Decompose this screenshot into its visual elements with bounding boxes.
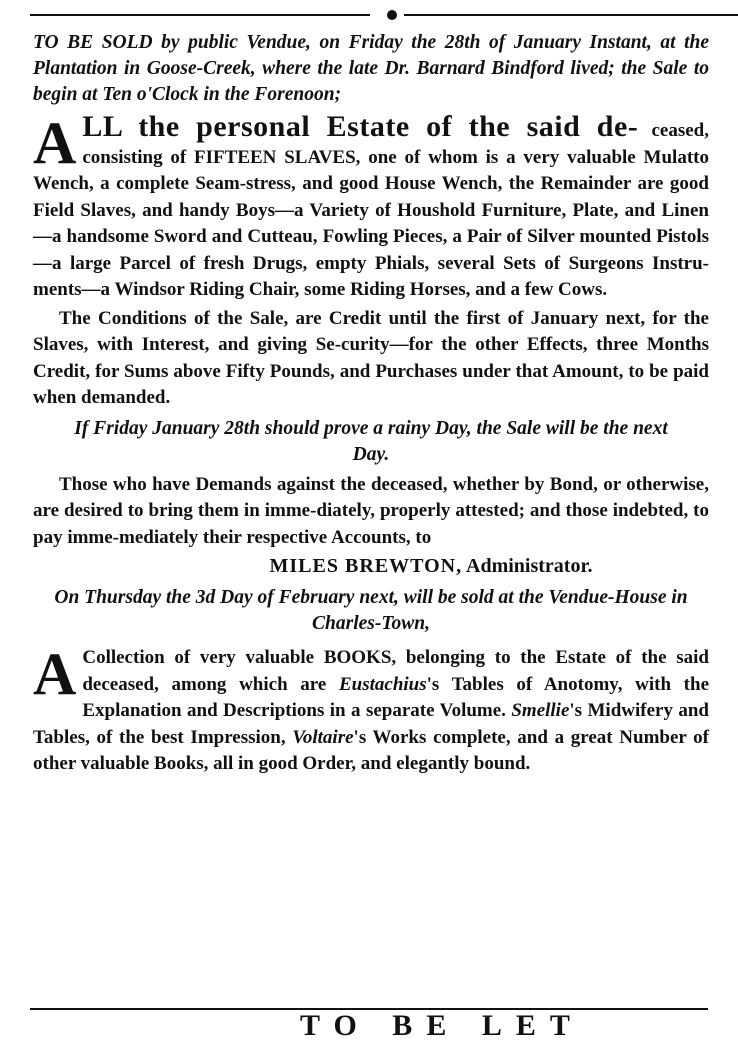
name-voltaire: Voltaire — [292, 726, 354, 748]
signature-name: MILES BREWTON, — [269, 555, 463, 577]
newspaper-column — [33, 30, 709, 778]
signature-title: Administrator. — [466, 555, 593, 577]
top-rule-right — [404, 14, 738, 16]
notice1-first-line: LL the personal Estate of the said de- — [82, 110, 639, 143]
ornament-dot — [387, 10, 397, 20]
notice2-heading: On Thursday the 3d Day of February next, will be sold at the Vendue-House in Charles-Town, — [54, 587, 688, 634]
name-smellie: Smellie — [511, 700, 570, 721]
notice1-body-rest: ceased, consisting of FIFTEEN SLAVES, one of whom is a very valuable Mulatto Wench, a complete Seam-stress, and good House Wench, the Remainder are good Field Slaves, and handy Boys—a Variety of Houshold Furniture, Plate, and Linen—a handsome Sword and Cutteau, Fowling Pieces, a Pair of Silver mounted Pistols—a large Parcel of fresh Drugs, empty Phials, several Sets of Surgeons Instru-ments—a Windsor Riding Chair, some Riding Horses, and a few Cows. — [33, 120, 709, 300]
notice2-body — [33, 641, 710, 778]
notice1-conditions: The Conditions of the Sale, are Credit until the first of January next, for the Slaves, with Interest, and giving Se-curity—for the other Effects, three Months Credit, for Sums above Fifty Pounds, and Purchases under that Amount, to be paid when demanded. — [33, 307, 709, 408]
notice1-dropcap: A — [33, 110, 77, 176]
top-rule — [30, 8, 708, 22]
notice2-body-block — [33, 641, 710, 778]
notice2-body-part2: 's Tables of Anotomy, with the Explanation and Descriptions in a separate Volume. — [82, 673, 710, 721]
notice1-rain-note: If Friday January 28th should prove a rainy Day, the Sale will be the next Day. — [74, 417, 668, 465]
notice2-body-part3: 's Midwifery and Tables, of the best Impression, — [33, 700, 709, 748]
notice1-demands: Those who have Demands against the deceased, whether by Bond, or otherwise, are desired to bring them in imme-diately, properly attested; and those indebted, to pay imme-mediately their respective Accounts, to — [33, 473, 709, 548]
next-notice-heading-clipped: TO BE LET — [300, 1009, 584, 1042]
notice1-body — [33, 110, 709, 304]
top-rule-left — [30, 14, 370, 16]
notice1-signature — [33, 551, 709, 581]
notice2-body-part4: 's Works complete, and a great Number of other valuable Books, all in good Order, and elegantly bound. — [33, 726, 710, 774]
notice2-body-part1: Collection of very valuable BOOKS, belonging to the Estate of the said deceased, among which are — [82, 647, 709, 695]
notice1-body-block — [33, 110, 709, 304]
name-eustachius: Eustachius — [338, 673, 427, 695]
notice1-heading: TO BE SOLD by public Vendue, on Friday the 28th of January Instant, at the Plantation in Goose-Creek, where the late Dr. Barnard Bindford lived; the Sale to begin at Ten o'Clock in the Forenoon; — [33, 32, 709, 105]
notice2-dropcap: A — [33, 641, 77, 707]
